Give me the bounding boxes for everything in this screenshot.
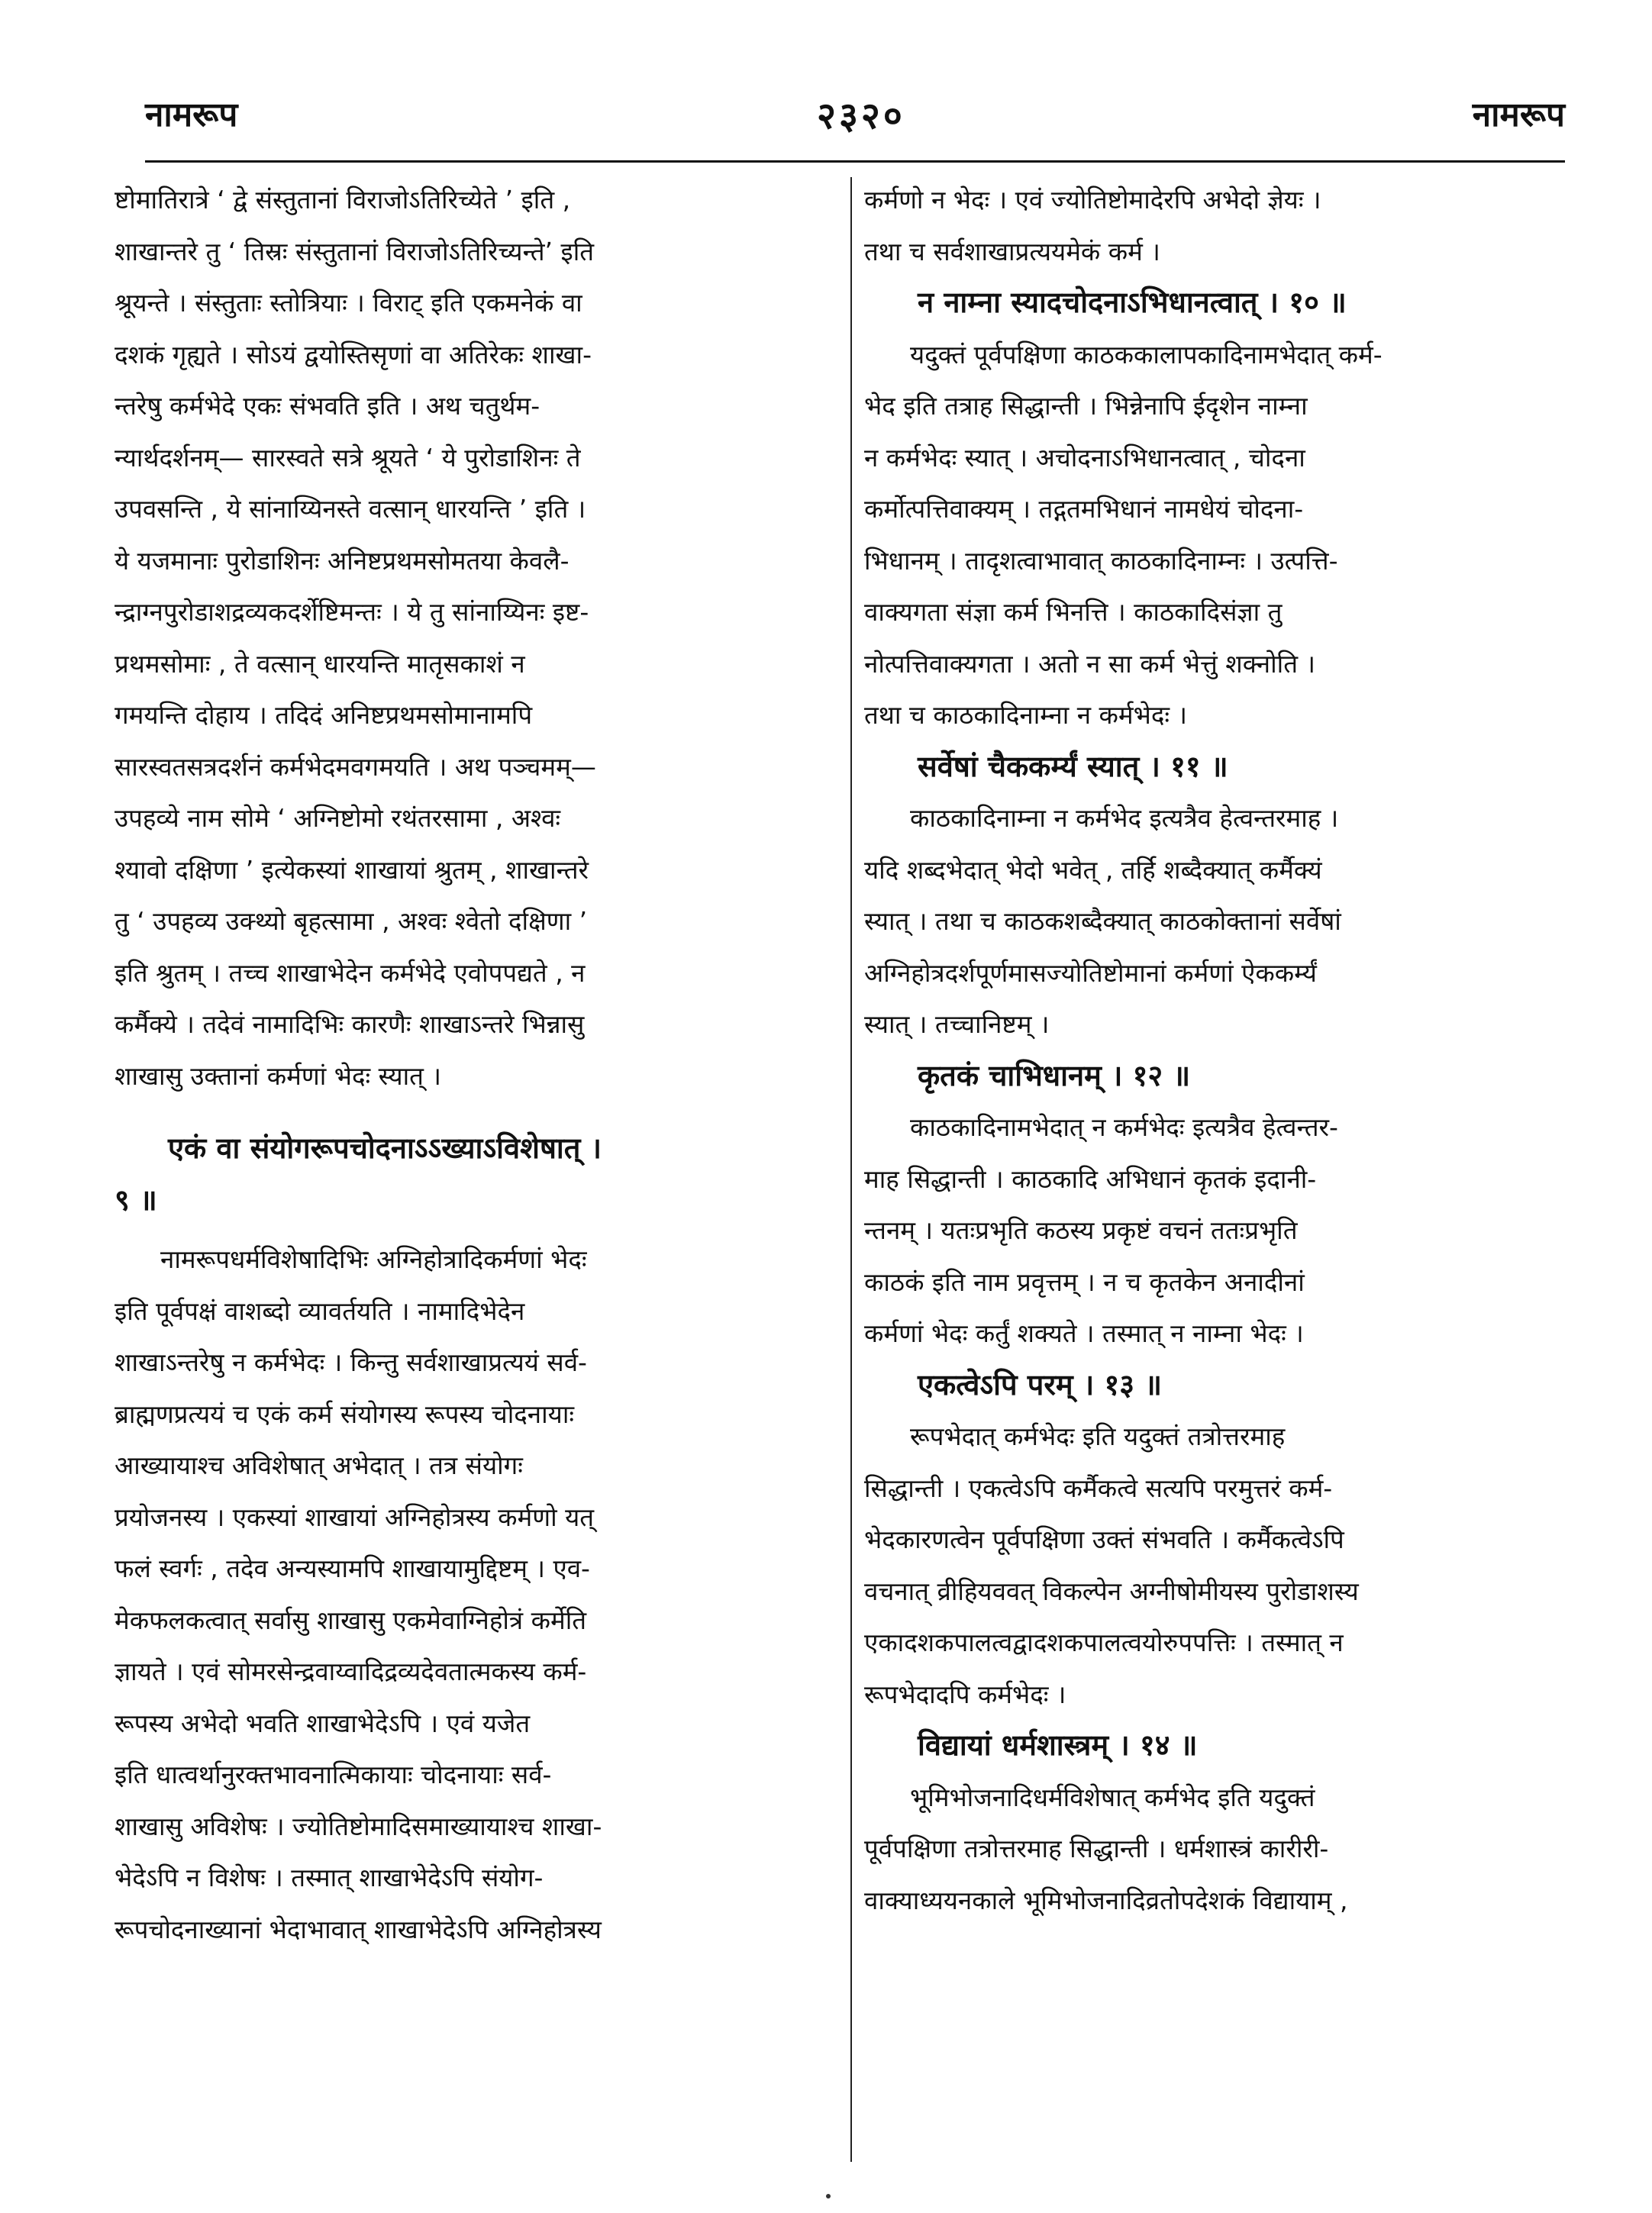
text-line: यदि शब्दभेदात् भेदो भवेत् , तर्हि शब्दैक्यात् कर्मैक्यं bbox=[864, 854, 1322, 885]
text-line: शाखासु उक्तानां कर्मणां भेदः स्यात् । bbox=[115, 1060, 441, 1091]
text-line: वाक्यगता संज्ञा कर्म भिनत्ति । काठकादिसंज्ञा तु bbox=[864, 597, 1283, 627]
text-line: गमयन्ति दोहाय । तदिदं अनिष्टप्रथमसोमानामपि bbox=[115, 700, 533, 730]
sutra-14-heading: विद्यायां धर्मशास्त्रम् । १४ ॥ bbox=[918, 1728, 1198, 1762]
text-line: शाखाऽन्तरेषु न कर्मभेदः । किन्तु सर्वशाखाप्रत्ययं सर्व- bbox=[115, 1347, 587, 1377]
text-line: प्रथमसोमाः , ते वत्सान् धारयन्ति मातृसकाशं न bbox=[115, 648, 525, 679]
right-paragraph-4 bbox=[864, 1102, 1551, 1360]
text-line: इति धात्वर्थानुरक्तभावनात्मिकायाः चोदनायाः सर्व- bbox=[115, 1760, 552, 1789]
text-line: उपहव्ये नाम सोमे ‘ अग्निष्टोमो रथंतरसामा , अश्वः bbox=[115, 803, 561, 833]
running-title-left: नामरूप bbox=[145, 95, 238, 134]
text-line: कर्मणो न भेदः । एवं ज्योतिष्टोमादेरपि अभेदो ज्ञेयः । bbox=[864, 185, 1321, 215]
text-line: नोत्पत्तिवाक्यगता । अतो न सा कर्म भेत्तुं शक्नोति । bbox=[864, 648, 1315, 679]
text-line: अग्निहोत्रदर्शपूर्णमासज्योतिष्टोमानां कर्मणां ऐककर्म्यं bbox=[864, 957, 1317, 988]
text-line: ये यजमानाः पुरोडाशिनः अनिष्टप्रथमसोमतया केवलै- bbox=[115, 545, 569, 576]
text-line: रूपभेदात् कर्मभेदः इति यदुक्तं तत्रोत्तरमाह bbox=[910, 1421, 1286, 1451]
text-line: न्द्राग्नपुरोडाशद्रव्यकदर्शेष्टिमन्तः । ये तु सांनाय्यिनः इष्ट- bbox=[115, 597, 589, 627]
text-line: तथा च काठकादिनाम्ना न कर्मभेदः । bbox=[864, 700, 1188, 730]
text-line: ज्ञायते । एवं सोमरसेन्द्रवाय्वादिद्रव्यदेवतात्मकस्य कर्म- bbox=[115, 1657, 587, 1686]
text-line: वाक्याध्ययनकाले भूमिभोजनादिव्रतोपदेशकं विद्यायाम् , bbox=[864, 1885, 1348, 1915]
text-line: इति श्रुतम् । तच्च शाखाभेदेन कर्मभेदे एवोपपद्यते , न bbox=[115, 957, 586, 988]
text-line: तु ‘ उपहव्य उक्थ्यो बृहत्सामा , अश्वः श्वेतो दक्षिणा ’ bbox=[115, 906, 588, 936]
text-line: मेकफलकत्वात् सर्वासु शाखासु एकमेवाग्निहोत्रं कर्मेति bbox=[115, 1605, 587, 1635]
text-line: न कर्मभेदः स्यात् । अचोदनाऽभिधानत्वात् , चोदना bbox=[864, 442, 1305, 473]
sutra-9-number: ९ ॥ bbox=[115, 1182, 157, 1217]
text-line: स्यात् । तच्चानिष्टम् । bbox=[864, 1009, 1050, 1039]
text-line: स्यात् । तथा च काठकशब्दैक्यात् काठकोक्तानां सर्वेषां bbox=[864, 906, 1341, 936]
right-column bbox=[864, 174, 1551, 1926]
text-line: काठकादिनामभेदात् न कर्मभेदः इत्यत्रैव हेत्वन्तर- bbox=[910, 1112, 1338, 1142]
sutra-10-heading: न नाम्ना स्यादचोदनाऽभिधानत्वात् । १० ॥ bbox=[918, 285, 1347, 319]
text-line: काठकं इति नाम प्रवृत्तम् । न च कृतकेन अनादीनां bbox=[864, 1266, 1305, 1297]
text-line: काठकादिनाम्ना न कर्मभेद इत्यत्रैव हेत्वन्तरमाह । bbox=[910, 803, 1339, 833]
text-line: कर्मणां भेदः कर्तुं शक्यते । तस्मात् न नाम्ना भेदः । bbox=[864, 1318, 1304, 1348]
left-paragraph-1 bbox=[115, 174, 840, 1102]
text-line: कर्मैक्ये । तदेवं नामादिभिः कारणैः शाखाऽन्तरे भिन्नासु bbox=[115, 1009, 585, 1039]
left-column bbox=[115, 174, 840, 1955]
text-line: रूपस्य अभेदो भवति शाखाभेदेऽपि । एवं यजेत bbox=[115, 1708, 531, 1738]
text-line: सिद्धान्ती । एकत्वेऽपि कर्मैकत्वे सत्यपि परमुत्तरं कर्म- bbox=[864, 1473, 1333, 1503]
text-line: ब्राह्मणप्रत्ययं च एकं कर्म संयोगस्य रूपस्य चोदनायाः bbox=[115, 1398, 575, 1429]
text-line: वचनात् व्रीहियववत् विकल्पेन अग्नीषोमीयस्य पुरोडाशस्य bbox=[864, 1576, 1359, 1606]
left-paragraph-2 bbox=[115, 1234, 840, 1955]
text-line: एकादशकपालत्वद्वादशकपालत्वयोरुपपत्तिः । तस्मात् न bbox=[864, 1627, 1344, 1657]
text-line: रूपचोदनाख्यानां भेदाभावात् शाखाभेदेऽपि अग्निहोत्रस्य bbox=[115, 1914, 602, 1944]
text-line: तथा च सर्वशाखाप्रत्ययमेकं कर्म । bbox=[864, 236, 1160, 266]
text-line: पूर्वपक्षिणा तत्रोत्तरमाह सिद्धान्ती । धर्मशास्त्रं कारीरी- bbox=[864, 1834, 1329, 1863]
right-paragraph-3 bbox=[864, 792, 1551, 1050]
right-paragraph-2 bbox=[864, 329, 1551, 741]
sutra-11-heading: सर्वेषां चैककर्म्यं स्यात् । ११ ॥ bbox=[918, 749, 1228, 783]
text-line: न्तरेषु कर्मभेदे एकः संभवति इति । अथ चतुर्थम- bbox=[115, 391, 540, 421]
right-paragraph-1 bbox=[864, 174, 1551, 277]
text-line: श्यावो दक्षिणा ’ इत्येकस्यां शाखायां श्रुतम् , शाखान्तरे bbox=[115, 854, 589, 885]
text-line: भेद इति तत्राह सिद्धान्ती । भिन्नेनापि ईदृशेन नाम्ना bbox=[864, 391, 1308, 421]
text-line: न्यार्थदर्शनम्— सारस्वते सत्रे श्रूयते ‘ ये पुरोडाशिनः ते bbox=[115, 442, 581, 473]
text-line: श्रूयन्ते । संस्तुताः स्तोत्रियाः । विराट् इति एकमनेकं वा bbox=[115, 288, 582, 318]
text-line: न्तनम् । यतःप्रभृति कठस्य प्रकृष्टं वचनं ततःप्रभृति bbox=[864, 1215, 1298, 1245]
page-header bbox=[145, 90, 1565, 151]
text-line: शाखासु अविशेषः । ज्योतिष्टोमादिसमाख्यायाश्च शाखा- bbox=[115, 1811, 602, 1841]
text-line: इति पूर्वपक्षं वाशब्दो व्यावर्तयति । नामादिभेदेन bbox=[115, 1295, 525, 1326]
text-line: सारस्वतसत्रदर्शनं कर्मभेदमवगमयति । अथ पञ्चमम्— bbox=[115, 751, 596, 782]
print-mark bbox=[826, 2194, 831, 2198]
text-line: शाखान्तरे तु ‘ तिस्रः संस्तुतानां विराजोऽतिरिच्यन्ते’ इति bbox=[115, 236, 595, 266]
text-line: उपवसन्ति , ये सांनाय्यिनस्ते वत्सान् धारयन्ति ’ इति । bbox=[115, 494, 586, 524]
text-line: माह सिद्धान्ती । काठकादि अभिधानं कृतकं इदानी- bbox=[864, 1163, 1317, 1194]
page-number: २३२० bbox=[817, 95, 905, 137]
right-paragraph-6 bbox=[864, 1772, 1551, 1927]
text-line: यदुक्तं पूर्वपक्षिणा काठककालापकादिनामभेदात् कर्म- bbox=[910, 339, 1383, 369]
text-line: कर्मोत्पत्तिवाक्यम् । तद्गतमभिधानं नामधेयं चोदना- bbox=[864, 494, 1304, 524]
right-paragraph-5 bbox=[864, 1411, 1551, 1720]
sutra-13-heading: एकत्वेऽपि परम् । १३ ॥ bbox=[918, 1367, 1163, 1402]
text-line: रूपभेदादपि कर्मभेदः । bbox=[864, 1679, 1066, 1709]
text-line: भेदेऽपि न विशेषः । तस्मात् शाखाभेदेऽपि संयोग- bbox=[115, 1863, 544, 1892]
text-line: भिधानम् । तादृशत्वाभावात् काठकादिनाम्नः । उत्पत्ति- bbox=[864, 545, 1338, 576]
sutra-12-heading: कृतकं चाभिधानम् । १२ ॥ bbox=[918, 1058, 1191, 1092]
text-line: प्रयोजनस्य । एकस्यां शाखायां अग्निहोत्रस्य कर्मणो यत् bbox=[115, 1502, 595, 1532]
running-title-right: नामरूप bbox=[1472, 95, 1565, 134]
text-line: फलं स्वर्गः , तदेव अन्यस्यामपि शाखायामुद्दिष्टम् । एव- bbox=[115, 1553, 590, 1583]
header-rule bbox=[145, 160, 1565, 163]
text-line: नामरूपधर्मविशेषादिभिः अग्निहोत्रादिकर्मणां भेदः bbox=[160, 1244, 587, 1274]
sutra-9-heading: एकं वा संयोगरूपचोदनाऽऽख्याऽविशेषात् । bbox=[168, 1131, 602, 1165]
column-divider bbox=[850, 177, 852, 2162]
text-line: भेदकारणत्वेन पूर्वपक्षिणा उक्तं संभवति । कर्मैकत्वेऽपि bbox=[864, 1524, 1344, 1554]
text-line: भूमिभोजनादिधर्मविशेषात् कर्मभेद इति यदुक्तं bbox=[910, 1782, 1315, 1812]
text-line: आख्यायाश्च अविशेषात् अभेदात् । तत्र संयोगः bbox=[115, 1450, 523, 1480]
text-line: ष्टोमातिरात्रे ‘ द्वे संस्तुतानां विराजोऽतिरिच्येते ’ इति , bbox=[115, 185, 571, 215]
text-line: दशकं गृह्यते । सोऽयं द्वयोस्तिसृणां वा अतिरेकः शाखा- bbox=[115, 339, 592, 369]
